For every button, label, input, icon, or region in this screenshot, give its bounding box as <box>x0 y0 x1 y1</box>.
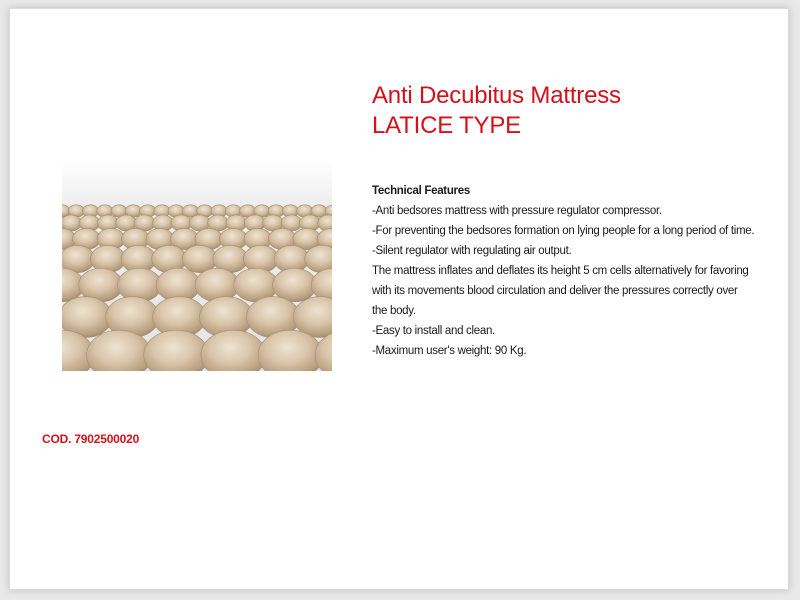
product-title-line-2: LATICE TYPE <box>372 112 521 139</box>
mattress-cell <box>195 268 239 301</box>
feature-line: -Anti bedsores mattress with pressure regulator compressor. <box>372 205 662 217</box>
product-title <box>372 81 621 141</box>
feature-line: -Easy to install and clean. <box>372 325 495 337</box>
mattress-photo <box>62 159 332 371</box>
feature-line: with its movements blood circulation and deliver the pressures correctly over <box>372 285 738 297</box>
mattress-cell <box>117 268 161 301</box>
feature-line: -Maximum user's weight: 90 Kg. <box>372 345 527 357</box>
feature-line: -Silent regulator with regulating air output. <box>372 245 572 257</box>
catalog-page <box>9 8 789 590</box>
feature-line: the body. <box>372 305 416 317</box>
product-code: COD. 7902500020 <box>42 432 140 446</box>
mattress-illustration <box>62 159 332 371</box>
feature-line: -For preventing the bedsores formation on lying people for a long period of time. <box>372 225 755 237</box>
feature-line: The mattress inflates and deflates its height 5 cm cells alternatively for favoring <box>372 265 749 277</box>
technical-features-heading: Technical Features <box>372 185 470 197</box>
mattress-cells <box>62 205 332 371</box>
technical-features <box>372 181 772 361</box>
product-title-line-1: Anti Decubitus Mattress <box>372 82 621 109</box>
